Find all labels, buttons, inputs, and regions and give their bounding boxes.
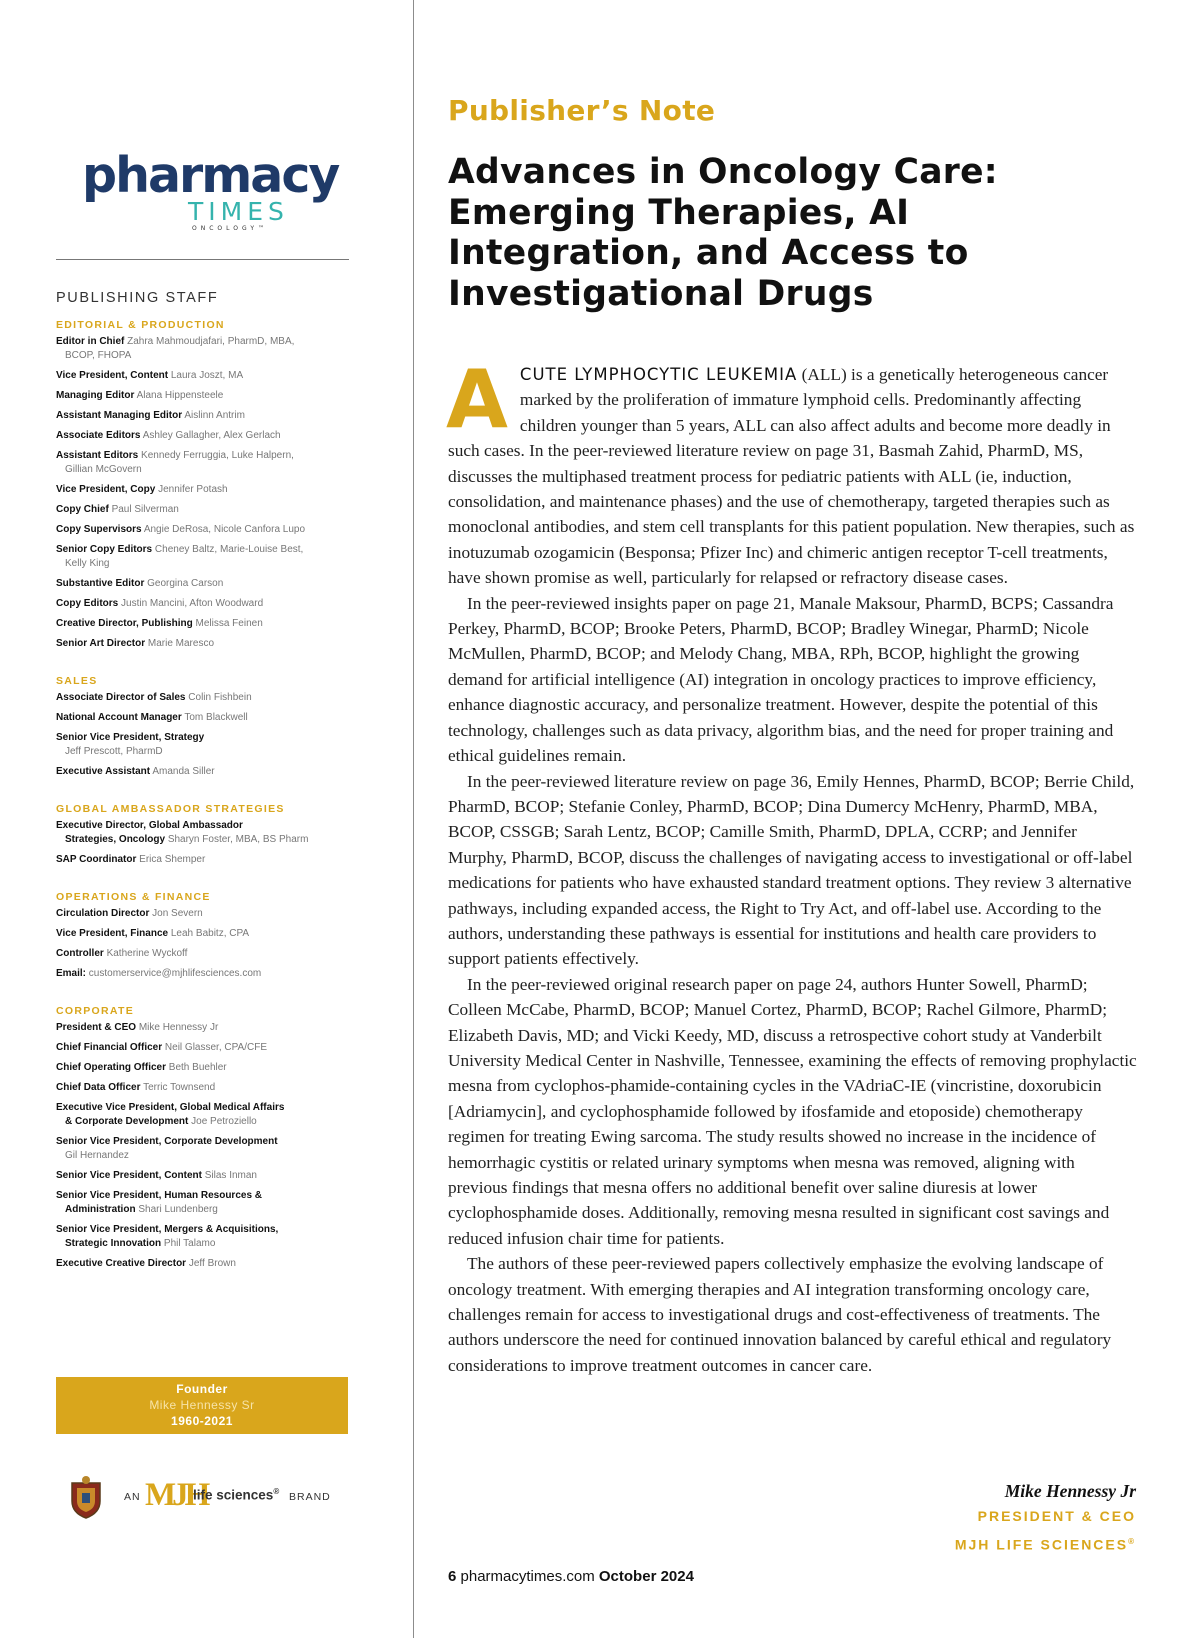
staff-section-heading: OPERATIONS & FINANCE (56, 891, 211, 903)
staff-entry (56, 927, 356, 941)
staff-entry (56, 429, 356, 443)
staff-name: Tom Blackwell (184, 712, 248, 723)
staff-name: Cheney Baltz, Marie-Louise Best, (154, 544, 304, 555)
staff-name-continued: BCOP, FHOPA (65, 350, 132, 361)
signature-title-2: MJH LIFE SCIENCES® (954, 1536, 1136, 1553)
staff-entry (56, 1021, 356, 1035)
staff-role: Editor in Chief (56, 336, 125, 347)
founder-years: 1960-2021 (171, 1414, 233, 1428)
staff-entry (56, 523, 356, 537)
staff-name: Terric Townsend (143, 1082, 216, 1093)
staff-entry (56, 335, 356, 363)
staff-role-continued: & Corporate Development (65, 1116, 189, 1127)
paragraph-1 (446, 353, 1138, 591)
staff-name-continued: Joe Petroziello (191, 1116, 257, 1127)
staff-role: Senior Art Director (56, 638, 146, 649)
staff-name: Kennedy Ferruggia, Luke Halpern, (141, 450, 294, 461)
staff-name: Silas Inman (204, 1170, 257, 1181)
staff-entry-continuation (56, 463, 356, 477)
staff-entry (56, 389, 356, 403)
staff-role-continued: Administration (65, 1204, 136, 1215)
staff-name: Paul Silverman (111, 504, 179, 515)
staff-entry-continuation (56, 1115, 356, 1129)
paragraph-2: In the peer-reviewed insights paper on page 21, Manale Maksour, PharmD, BCPS; Cassandra Perkey, PharmD, BCOP; Brooke Peters, PharmD, BCOP; Bradley Winegar, PharmD; Nicole McMullen, PharmD, BCOP; and Melody Chang, MBA, RPh, BCOP, highlight the growing demand for artificial intelligence (AI) integration in oncology practices to improve efficiency, enhance diagnostic accuracy, and personalize treatment. However, despite the potential of this technology, challenges such as data privacy, algorithm bias, and the need for proper training and ethical guidelines remain. (448, 593, 1114, 766)
staff-role: Chief Financial Officer (56, 1042, 163, 1053)
staff-name-continued: Gil Hernandez (65, 1150, 129, 1161)
page-number: 6 (448, 1568, 457, 1585)
sidebar (0, 0, 413, 1638)
article-body (446, 353, 1138, 1378)
headline: Advances in Oncology Care: Emerging Therapies, AI Integration, and Access to Investigational Drugs (448, 152, 998, 314)
staff-role: Executive Director, Global Ambassador (56, 820, 243, 831)
staff-entry-continuation (56, 1203, 356, 1217)
staff-name-continued: Shari Lundenberg (138, 1204, 218, 1215)
staff-role: National Account Manager (56, 712, 182, 723)
staff-entry-continuation (56, 745, 356, 759)
staff-role: Senior Vice President, Strategy (56, 732, 205, 743)
staff-role: Managing Editor (56, 390, 135, 401)
staff-entry (56, 853, 356, 867)
staff-name: Jon Severn (152, 908, 203, 919)
staff-entry (56, 409, 356, 423)
paragraph-3: In the peer-reviewed literature review on page 36, Emily Hennes, PharmD, BCOP; Berrie Child, PharmD, BCOP; Stefanie Conley, PharmD, BCOP; Dina Dumercy McHenry, PharmD, MBA, BCOP, CSSGB; Sarah Lentz, BCOP; Camille Smith, PharmD, DPLA, CCRP; and Jennifer Murphy, PharmD, BCOP, discuss the challenges of navigating access to investigational or off-label medications for patients who have exhausted standard treatment options. They review 3 alternative pathways, including expanded access, the Right to Try Act, and off-label use. According to the authors, understanding these pathways is essential for institutions and health care providers to support patients effectively. (448, 771, 1135, 969)
section-gap (56, 987, 356, 1004)
staff-entry (56, 577, 356, 591)
staff-entry (56, 711, 356, 725)
staff-role: Senior Copy Editors (56, 544, 153, 555)
staff-entry (56, 691, 356, 705)
staff-role: Copy Supervisors (56, 524, 142, 535)
pharmacy-times-oncology-logo (82, 147, 339, 232)
staff-name: Alana Hippensteele (136, 390, 224, 401)
staff-entry (56, 1169, 356, 1183)
staff-name: Jennifer Potash (158, 484, 228, 495)
staff-role: President & CEO (56, 1022, 137, 1033)
staff-entry-continuation (56, 1149, 356, 1163)
staff-title: PUBLISHING STAFF (56, 290, 219, 306)
staff-entry (56, 543, 356, 571)
staff-role: Associate Director of Sales (56, 692, 186, 703)
staff-role: Senior Vice President, Corporate Development (56, 1136, 278, 1147)
section-gap (56, 785, 356, 802)
section-gap (56, 873, 356, 890)
staff-entry (56, 967, 356, 981)
staff-name: customerservice@mjhlifesciences.com (88, 968, 262, 979)
staff-name: Ashley Gallagher, Alex Gerlach (142, 430, 281, 441)
staff-entry (56, 503, 356, 517)
staff-name-continued: Jeff Prescott, PharmD (65, 746, 163, 757)
staff-name: Laura Joszt, MA (170, 370, 244, 381)
staff-role: Executive Creative Director (56, 1258, 187, 1269)
paragraph-5: The authors of these peer-reviewed papers collectively emphasize the evolving landscape of oncology treatment. With emerging therapies and AI integration transforming oncology care, challenges remain for access to investigational drugs and cost-effectiveness of treatments. The authors underscore the need for continued innovation balanced by careful ethical and regulatory considerations to improve treatment outcomes in cancer care. (448, 1254, 1112, 1375)
staff-name: Marie Maresco (147, 638, 215, 649)
staff-entry (56, 1223, 356, 1251)
founder-box (56, 1377, 348, 1434)
staff-section-heading: GLOBAL AMBASSADOR STRATEGIES (56, 803, 285, 815)
brand-life-sciences: life sciences® (193, 1487, 280, 1503)
logo-tag: ONCOLOGY™ (192, 225, 268, 232)
founder-label: Founder (176, 1382, 228, 1396)
staff-entry (56, 483, 356, 497)
staff-entry-continuation (56, 557, 356, 571)
staff-list (56, 318, 356, 1277)
staff-role: Senior Vice President, Content (56, 1170, 202, 1181)
staff-name: Colin Fishbein (188, 692, 252, 703)
staff-role-continued: Strategies, Oncology (65, 834, 166, 845)
paragraph-1-text: (ALL) is a genetically heterogeneous cancer marked by the proliferation of immature lymphoid cells. Predominantly affecting children younger than 5 years, ALL can also affect adults and become more deadly in such cases. In the peer-reviewed literature review on page 31, Basmah Zahid, PharmD, MS, discusses the multiphased treatment process for pediatric patients with ALL (ie, induction, consolidation, and maintenance phases) and the use of chemotherapy, targeted therapies such as monoclonal antibodies, and stem cell transplants for this patient population. New therapies, such as inotuzumab ozogamicin (Besponsa; Pfizer Inc) and chimeric antigen receptor T-cell treatments, have shown promise as well, particularly for relapsed or refractory disease cases. (448, 365, 1135, 588)
footer-site: pharmacytimes.com (460, 1568, 595, 1585)
staff-role: Creative Director, Publishing (56, 618, 193, 629)
mjh-brand (66, 1475, 366, 1519)
staff-entry (56, 1041, 356, 1055)
staff-role: Vice President, Copy (56, 484, 156, 495)
staff-name: Justin Mancini, Afton Woodward (121, 598, 264, 609)
signature-title-1: PRESIDENT & CEO (977, 1508, 1136, 1524)
staff-entry (56, 765, 356, 779)
staff-role: Vice President, Content (56, 370, 169, 381)
staff-role: Copy Editors (56, 598, 119, 609)
staff-role: Senior Vice President, Mergers & Acquisitions, (56, 1224, 279, 1235)
brand-mj: MJH (145, 1477, 207, 1513)
staff-name-continued: Sharyn Foster, MBA, BS Pharm (167, 834, 309, 845)
staff-name: Zahra Mahmoudjafari, PharmD, MBA, (127, 336, 295, 347)
staff-name: Erica Shemper (139, 854, 206, 865)
staff-role: Substantive Editor (56, 578, 145, 589)
staff-name: Leah Babitz, CPA (170, 928, 250, 939)
staff-entry (56, 1081, 356, 1095)
staff-entry (56, 731, 356, 759)
staff-role: Assistant Managing Editor (56, 410, 183, 421)
staff-entry (56, 819, 356, 847)
brand-an: AN (124, 1491, 141, 1503)
staff-role: Senior Vice President, Human Resources & (56, 1190, 263, 1201)
paragraph-4: In the peer-reviewed original research paper on page 24, authors Hunter Sowell, PharmD; Colleen McCabe, PharmD, BCOP; Manuel Cortez, PharmD, BCOP; Rachel Gilmore, PharmD; Elizabeth Davis, MD; and Vicki Keedy, MD, discuss a retrospective cohort study at Vanderbilt University Medical Center in Nashville, Tennessee, examining the effects of removing prophylactic mesna from cyclophos-phamide-containing cycles in the VAdriaC-IE (vincristine, doxorubicin [Adriamycin], and cyclophosphamide followed by ifosfamide and etoposide) chemotherapy regimen for treating Ewing sarcoma. The study results showed no increase in the incidence of hemorrhagic cystitis or related urinary symptoms when mesna was removed, aligning with previous findings that mesna offers no additional benefit over saline diuresis at lower cyclophosphamide doses. Additionally, removing mesna resulted in significant cost savings and reduced infusion chair time for patients. (448, 974, 1137, 1248)
logo-sub: TIMES (188, 197, 289, 226)
staff-role: Assistant Editors (56, 450, 139, 461)
staff-role: Copy Chief (56, 504, 109, 515)
staff-name: Katherine Wyckoff (106, 948, 188, 959)
signature-name: Mike Hennessy Jr (1004, 1481, 1136, 1501)
staff-role: Associate Editors (56, 430, 141, 441)
staff-entry (56, 947, 356, 961)
staff-role: Controller (56, 948, 104, 959)
drop-cap: A (446, 353, 508, 446)
staff-name-continued: Gillian McGovern (65, 464, 142, 475)
logo-main: pharmacy (82, 147, 339, 204)
staff-section-heading: EDITORIAL & PRODUCTION (56, 319, 225, 331)
section-label: Publisher’s Note (448, 94, 716, 127)
staff-name: Neil Glasser, CPA/CFE (164, 1042, 267, 1053)
staff-entry-continuation (56, 1237, 356, 1251)
brand-word: BRAND (289, 1491, 331, 1503)
column-divider (413, 0, 414, 1638)
staff-role: Chief Data Officer (56, 1082, 141, 1093)
staff-entry (56, 1189, 356, 1217)
staff-entry-continuation (56, 349, 356, 363)
staff-entry-continuation (56, 833, 356, 847)
staff-entry (56, 449, 356, 477)
staff-name: Beth Buehler (168, 1062, 227, 1073)
staff-entry (56, 1061, 356, 1075)
staff-entry (56, 907, 356, 921)
staff-role: Circulation Director (56, 908, 150, 919)
staff-role: Email: (56, 968, 87, 979)
staff-role: Chief Operating Officer (56, 1062, 167, 1073)
staff-role: Executive Vice President, Global Medical Affairs (56, 1102, 285, 1113)
staff-name: Melissa Feinen (195, 618, 263, 629)
crest-icon (66, 1475, 106, 1519)
staff-role: Vice President, Finance (56, 928, 169, 939)
staff-name: Amanda Siller (152, 766, 215, 777)
staff-name-continued: Phil Talamo (163, 1238, 216, 1249)
staff-entry (56, 617, 356, 631)
lead-in: CUTE LYMPHOCYTIC LEUKEMIA (519, 365, 798, 384)
founder-name: Mike Hennessy Sr (149, 1398, 255, 1412)
staff-role-continued: Strategic Innovation (65, 1238, 162, 1249)
section-gap (56, 657, 356, 674)
page-footer (448, 1568, 694, 1585)
staff-entry (56, 369, 356, 383)
staff-entry (56, 1257, 356, 1271)
staff-role: SAP Coordinator (56, 854, 137, 865)
staff-entry (56, 637, 356, 651)
staff-name: Aislinn Antrim (184, 410, 245, 421)
staff-name: Mike Hennessy Jr (138, 1022, 219, 1033)
staff-name: Angie DeRosa, Nicole Canfora Lupo (143, 524, 306, 535)
staff-entry (56, 1101, 356, 1129)
staff-section-heading: SALES (56, 675, 98, 687)
staff-name-continued: Kelly King (65, 558, 110, 569)
staff-name: Jeff Brown (188, 1258, 236, 1269)
footer-issue: October 2024 (598, 1568, 694, 1585)
staff-entry (56, 597, 356, 611)
divider (56, 259, 349, 260)
staff-entry (56, 1135, 356, 1163)
signature (800, 1478, 1136, 1558)
staff-role: Executive Assistant (56, 766, 151, 777)
staff-name: Georgina Carson (147, 578, 224, 589)
staff-section-heading: CORPORATE (56, 1005, 135, 1017)
